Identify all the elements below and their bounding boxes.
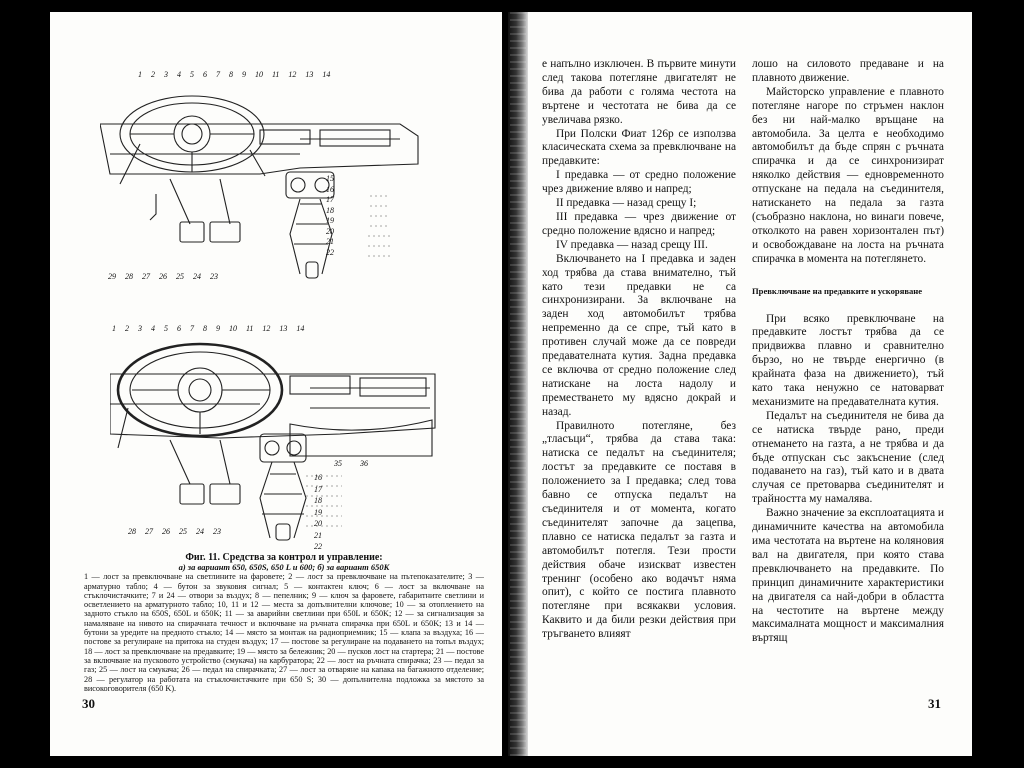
callout-number: 14 — [296, 324, 305, 333]
caption-subtitle: а) за вариант 650, 650S, 650 L и 600; б) за вариант 650К — [178, 562, 390, 572]
callout-number: 22 — [326, 247, 334, 257]
callout-number: 7 — [190, 324, 194, 333]
callout-number: 21 — [314, 530, 322, 540]
callout-number: 7 — [216, 70, 220, 79]
text-column-right — [752, 58, 944, 646]
page-number-left: 30 — [82, 696, 95, 711]
figure-a-bottom-numbers — [108, 272, 227, 281]
figure-a-dashboard — [100, 84, 430, 284]
callout-number: 6 — [177, 324, 181, 333]
callout-number: 3 — [164, 70, 168, 79]
callout-number: 18 — [326, 205, 334, 215]
callout-number: 15 — [326, 174, 334, 183]
callout-number: 14 — [322, 70, 331, 79]
callout-number: 8 — [203, 324, 207, 333]
figure-b-dashboard — [110, 338, 440, 543]
callout-number: 10 — [255, 70, 263, 79]
section-heading: Превключване на предавките и ускоряване — [752, 285, 923, 296]
callout-number: 17 — [326, 195, 334, 204]
book-gutter-shadow — [508, 12, 528, 756]
callout-number: 3 — [138, 324, 142, 333]
figure-b-top-numbers — [112, 324, 313, 333]
callout-number: 24 — [193, 272, 201, 281]
callout-number: 27 — [145, 527, 153, 536]
paragraph: При Полски Фиат 126р се използва класическата схема за превключване на предавките: — [542, 127, 736, 168]
callout-number: 25 — [176, 272, 184, 281]
figure-caption — [84, 552, 484, 693]
callout-number: 6 — [203, 70, 207, 79]
callout-number: 13 — [305, 70, 314, 79]
figure-a-drawing — [100, 84, 430, 284]
text-column-left — [542, 58, 736, 642]
callout-number: 22 — [314, 542, 322, 551]
caption-body: 1 — лост за превключване на светлините на фаровете; 2 — лост за превключване на пътепоказателите; 3 — арматурно табло; 4 — бутон за звуковия сигнал; 5 — контактен ключ; 6 — лост за включване на стъклочистачките; 7 и 24 — отвори за въздух; 8 — пепелник; 9 — ключ за фаровете, габаритните светлини и осветлението на арматурното табло; 10, 11 и 12 — места за допълнителни ключове; 10 — за отоплението на задното стъкло на 650S, 650L и 650K; 11 — за аварийни светлини при 650L и 650K; 12 — за сигнализация за намаляване на нивото на спирачната течност и включване на ръчната спирачка при 650L и 650K; 13 и 14 — бутони за уредите на предното стъкло; 14 — място за монтаж на радиоприемник; 15 — клапа за въздуха; 16 — постове за регулиране на притока на студен въздух; 17 — постове за регулиране на подаването на топъл въздух; 18 — лост за превключване на предавките; 19 — място за бележник; 20 — пусков лост на стартера; 21 — постове за включване на пусковото устройство (смукача) на карбуратора; 22 — лост на ръчната спирачка; 23 — педал за газ; 25 — лост на смукача; 26 — педал на спирачката; 27 — лост за отваряне на капака на багажното отделение; 28 — регулатор на работата на стъклочистачките при 650 S; 30 — допълнителна подложка за мястото за високоговорителя (650 K). — [84, 572, 484, 693]
paragraph: Важно значение за експлоатацията и динамичните качества на автомобила има честотата на въртене на коляновия вал на двигателя, при която става превключването на предавките. По принцип динамичните характеристики на двигателя са най-добри в областта на честотите на въртене между максималната мощност и максималния въртящ — [752, 507, 944, 645]
callout-number: 2 — [125, 324, 129, 333]
right-page — [508, 12, 972, 756]
paragraph: II предавка — назад срещу I; — [556, 197, 697, 210]
callout-number: 5 — [190, 70, 194, 79]
callout-number: 26 — [162, 527, 170, 536]
left-page — [50, 12, 502, 756]
callout-number: 27 — [142, 272, 150, 281]
paragraph: Правилното потегляне, без „тласъци“, трябва да става така: натиска се педалът на съединителя; лостът за предавките се поставя в положението за I предавка; след това бавно се отпуска педалът на съединителя и от момента, когато съединителят започне да зацепва, плавно се натиска педалът за газта и автомобилът потегля. Тези прости действия обаче изискват известен тренинг (особено ако водачът няма опит), с който се постига плавното потегляне при всякакви условия. Каквито и да били резки действия при тръгването влияят — [542, 419, 736, 641]
figure-a-side-numbers — [326, 174, 334, 258]
figure-a-top-numbers — [138, 70, 339, 79]
paragraph: I предавка — от средно положение чрез движение вляво и напред; — [542, 169, 736, 196]
paragraph: При всяко превключване на предавките лостът трябва да се придвижва плавно и сравнително бързо, но не твърде енергично (в крайната фаза на движението), тъй като така ненужно се натоварват механизмите на предавателната кутия. — [752, 312, 944, 408]
callout-number: 20 — [314, 519, 322, 528]
callout-number: 1 — [138, 70, 142, 79]
callout-number: 29 — [108, 272, 116, 281]
callout-number: 11 — [246, 324, 254, 333]
figure-b-drawing — [110, 338, 440, 543]
paragraph: IV предавка — назад срещу III. — [556, 238, 708, 251]
callout-number: 16 — [314, 473, 322, 482]
caption-title: Фиг. 11. Средства за контрол и управление: — [185, 552, 383, 563]
callout-number: 20 — [326, 226, 334, 236]
paragraph: е напълно изключен. В първите минути след такова потегляне двигателят не бива да работи с голяма честота на въртене и честотата не бива да се увеличава рязко. — [542, 58, 736, 126]
callout-number: 28 — [125, 272, 133, 281]
callout-number: 9 — [216, 324, 220, 333]
callout-number: 13 — [279, 324, 288, 333]
callout-number: 19 — [326, 216, 334, 225]
callout-number: 5 — [164, 324, 168, 333]
figure-b-label-36: 36 — [360, 459, 368, 468]
callout-number: 10 — [229, 324, 237, 333]
callout-number: 23 — [210, 272, 218, 281]
callout-number: 4 — [177, 70, 181, 79]
paragraph: III предавка — чрез движение от средно положение вдясно и напред; — [542, 210, 736, 237]
callout-number: 12 — [288, 70, 297, 79]
page-number-right: 31 — [928, 696, 941, 711]
callout-number: 9 — [242, 70, 246, 79]
figure-b-bottom-numbers — [128, 527, 230, 536]
figure-b-side-numbers — [314, 472, 322, 553]
paragraph: Майсторско управление е плавното потегляне нагоре по стръмен наклон без ни най-малко връщане на автомобила. За целта е необходимо автомобилът да бъде спрян с ръчната спирачка и да се синхронизират няколко действия — едновременното отпускане на педала на съединителя, натискането на педала за газта (съобразно наклона, но винаги повече, отколкото на равен хоризонтален път) и освобождаване на лоста на ръчната спирачка в момента на потеглянето. — [752, 85, 944, 265]
callout-number: 16 — [326, 184, 334, 194]
callout-number: 23 — [213, 527, 221, 536]
column-right-bottom — [752, 313, 944, 647]
paragraph: лошо на силовото предаване и на плавното движение. — [752, 58, 944, 84]
callout-number: 1 — [112, 324, 116, 333]
callout-number: 11 — [272, 70, 280, 79]
callout-number: 28 — [128, 527, 136, 536]
callout-number: 12 — [262, 324, 271, 333]
callout-number: 19 — [314, 507, 322, 517]
callout-number: 8 — [229, 70, 233, 79]
callout-number: 2 — [151, 70, 155, 79]
callout-number: 21 — [326, 237, 334, 246]
paragraph: Включването на I предавка и заден ход трябва да става внимателно, тъй като тези предавки не са синхронизирани. За включване на заден ход автомобилът трябва непременно да се спре, тъй като в противен случай може да се повреди предавателната кутия. Задна предавка се включва от средно положение след натискане на лоста надолу и преместването му вдясно докрай и назад. — [542, 252, 736, 418]
figure-b-label-35: 35 — [334, 459, 342, 468]
column-right-top — [752, 58, 944, 267]
callout-number: 18 — [314, 496, 322, 505]
callout-number: 26 — [159, 272, 167, 281]
callout-number: 25 — [179, 527, 187, 536]
callout-number: 4 — [151, 324, 155, 333]
paragraph: Педалът на съединителя не бива да се натиска твърде рано, преди отнемането на газта, а не трябва и да бъде отпускан със закъснение (след подаването на газ), тъй като и в двата случая се претоварва съединителят и трайността му намалява. — [752, 409, 944, 506]
callout-number: 17 — [314, 484, 322, 494]
callout-number: 24 — [196, 527, 204, 536]
